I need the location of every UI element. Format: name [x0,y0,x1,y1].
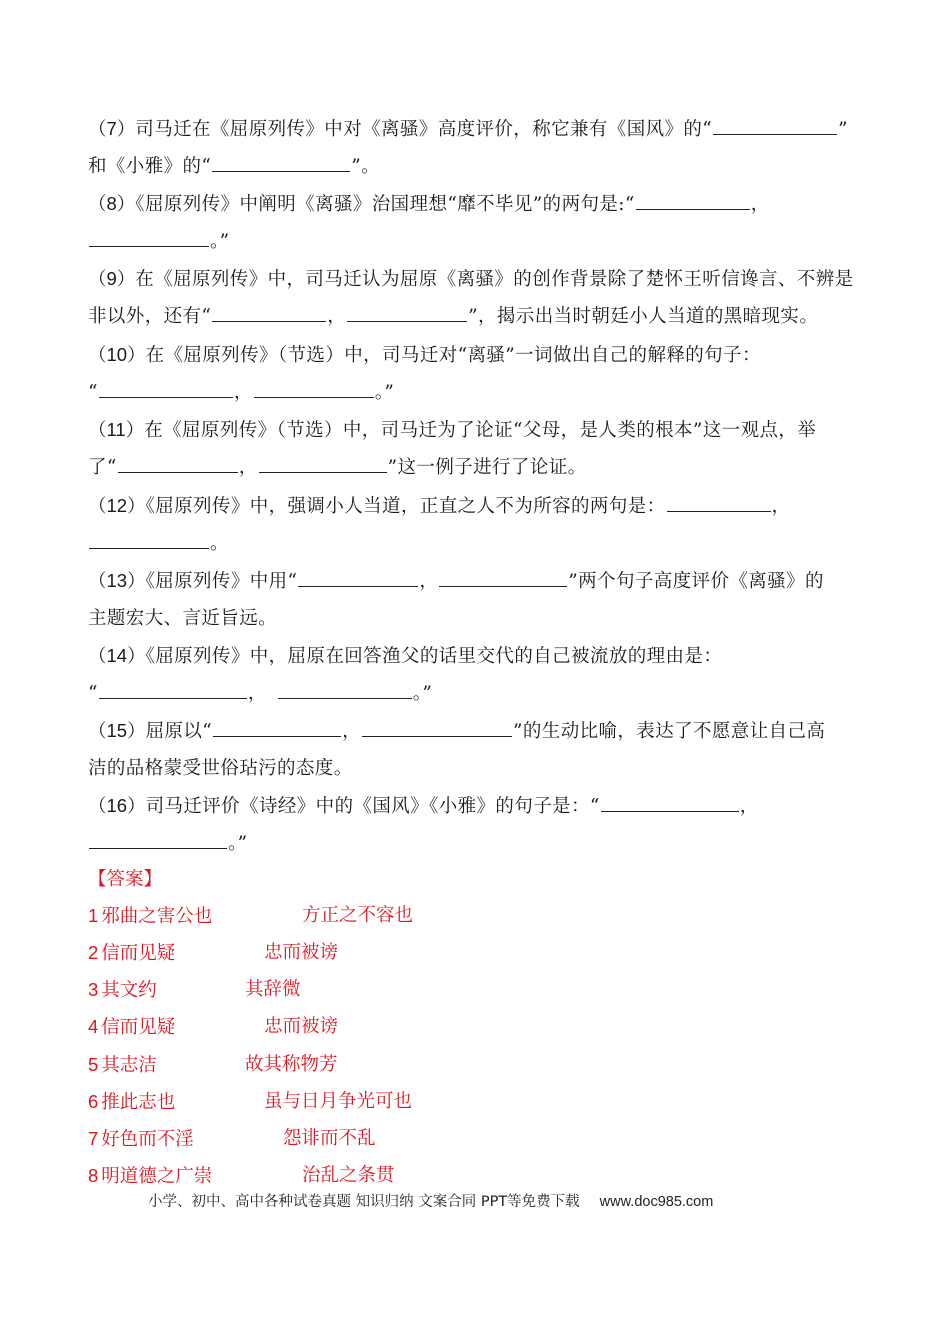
answer-blank[interactable] [259,450,387,473]
answer-blank[interactable] [362,714,512,737]
answer-text: 推此志也 [101,1092,176,1113]
answer-number: 2 [88,942,99,963]
question-16 [88,787,864,863]
question-text: ” [838,119,849,140]
answer-text: 其辞微 [245,979,301,1000]
question-13 [88,562,864,638]
question-text: 在《屈原列传》（节选）中，司马迁为了论证“父母，是人类的根本”这一观点，举 [144,420,817,441]
answer-blank[interactable] [89,224,209,247]
question-text: 了“ [88,457,117,478]
question-number: （12） [88,495,146,516]
question-text: 洁的品格蒙受世俗玷污的态度。 [88,758,353,779]
answer-text: 信而见疑 [101,943,176,964]
answer-text: 邪曲之害公也 [101,906,213,927]
answer-text: 明道德之广崇 [101,1166,213,1187]
answer-blank[interactable] [636,187,750,210]
answer-blank[interactable] [278,676,412,699]
question-text: 。” [374,382,395,403]
question-text: 非以外，还有“ [88,306,212,327]
answer-blank[interactable] [713,112,837,135]
question-text: 《屈原列传》中用“ [145,571,298,592]
answer-blank[interactable] [99,375,233,398]
question-text: 《屈原列传》中，屈原在回答渔父的话里交代的自己被流放的理由是： [145,646,723,667]
answer-text: 方正之不容也 [302,905,414,926]
answer-number: 6 [88,1091,99,1112]
footer-text: 小学、初中、高中各种试卷真题 知识归纳 文案合同 PPT等免费下载 [148,1194,580,1210]
question-text: ， [238,457,258,478]
question-15 [88,712,864,788]
question-text: 在《屈原列传》（节选）中，司马迁对“离骚”一词做出自己的解释的句子： [145,345,761,366]
question-text: 。” [228,833,248,854]
question-text: 《屈原列传》中阐明《离骚》治国理想“靡不毕见”的两句是:“ [135,194,635,215]
question-text: ， [327,306,347,327]
answer-number: 8 [88,1165,99,1186]
question-number: （9） [88,268,136,289]
question-number: （13） [88,570,146,591]
question-8 [88,185,864,261]
question-12 [88,487,864,563]
answer-number: 5 [88,1054,99,1075]
question-text: 司马迁评价《诗经》中的《国风》《小雅》的句子是：“ [145,796,600,817]
question-number: （8） [88,193,136,214]
question-text: 。 [210,533,229,554]
question-text: 主题宏大、言近旨远。 [88,608,278,629]
answer-text: 治乱之条贯 [302,1165,395,1186]
question-number: （14） [88,645,146,666]
answer-blank[interactable] [667,489,771,512]
answer-blank[interactable] [439,564,567,587]
question-text: ， [771,496,791,517]
answer-number: 3 [88,979,99,1000]
question-text: “ [88,683,98,704]
question-text: 《屈原列传》中，强调小人当道，正直之人不为所容的两句是： [145,496,666,517]
answer-text: 好色而不淫 [101,1129,194,1150]
answer-blank[interactable] [99,676,247,699]
question-text: ”。 [351,156,381,177]
answer-blank[interactable] [254,375,374,398]
question-text: ， [233,382,253,403]
question-text: ， [419,571,439,592]
answer-blank[interactable] [298,564,418,587]
answer-blank[interactable] [89,826,227,849]
answer-text: 其文约 [101,980,157,1001]
answer-text: 信而见疑 [101,1017,176,1038]
question-text: ”，揭示出当时朝廷小人当道的黑暗现实。 [468,306,819,327]
question-number: （15） [88,720,146,741]
question-11 [88,411,864,487]
answer-heading: 【答案】 [88,869,163,890]
question-text: “ [88,382,98,403]
question-text: 司马迁在《屈原列传》中对《离骚》高度评价，称它兼有《国风》的“ [135,119,713,140]
question-text: ”两个句子高度评价《离骚》的 [568,571,824,592]
answer-blank[interactable] [213,714,341,737]
question-text: ”的生动比喻，表达了不愿意让自己高 [513,721,826,742]
answer-number: 7 [88,1128,99,1149]
question-number: （7） [88,118,136,139]
answer-text: 其志洁 [101,1055,157,1076]
answer-blank[interactable] [118,450,238,473]
answer-text: 怨诽而不乱 [283,1128,376,1149]
answer-blank[interactable] [212,149,350,172]
question-text: ， [750,194,770,215]
answer-number: 4 [88,1016,99,1037]
question-text: 屈原以“ [145,721,213,742]
question-14 [88,637,864,713]
page-footer [148,1190,713,1211]
answer-blank[interactable] [601,789,739,812]
answer-blank[interactable] [347,299,467,322]
question-text: 在《屈原列传》中，司马迁认为屈原《离骚》的创作背景除了楚怀王听信谗言、不辨是 [135,269,854,290]
question-10 [88,336,864,412]
question-number: （16） [88,795,146,816]
question-text: 。” [412,683,433,704]
answer-blank[interactable] [89,526,209,549]
answer-text: 忠而被谤 [264,1016,339,1037]
question-text: ”这一例子进行了论证。 [387,457,587,478]
answer-text: 故其称物芳 [245,1054,338,1075]
question-text: ， [342,721,362,742]
question-text: 和《小雅》的“ [88,156,212,177]
question-7 [88,110,864,186]
answer-number: 1 [88,905,99,926]
question-number: （10） [88,344,146,365]
answer-text: 忠而被谤 [264,942,339,963]
question-number: （11） [88,419,145,440]
footer-link[interactable]: www.doc985.com [599,1194,714,1210]
question-text: ， [739,796,759,817]
question-9 [88,260,864,336]
answer-text: 虽与日月争光可也 [264,1091,413,1112]
answer-blank[interactable] [212,299,326,322]
question-text: 。” [210,231,230,252]
question-text: ， [247,683,267,704]
